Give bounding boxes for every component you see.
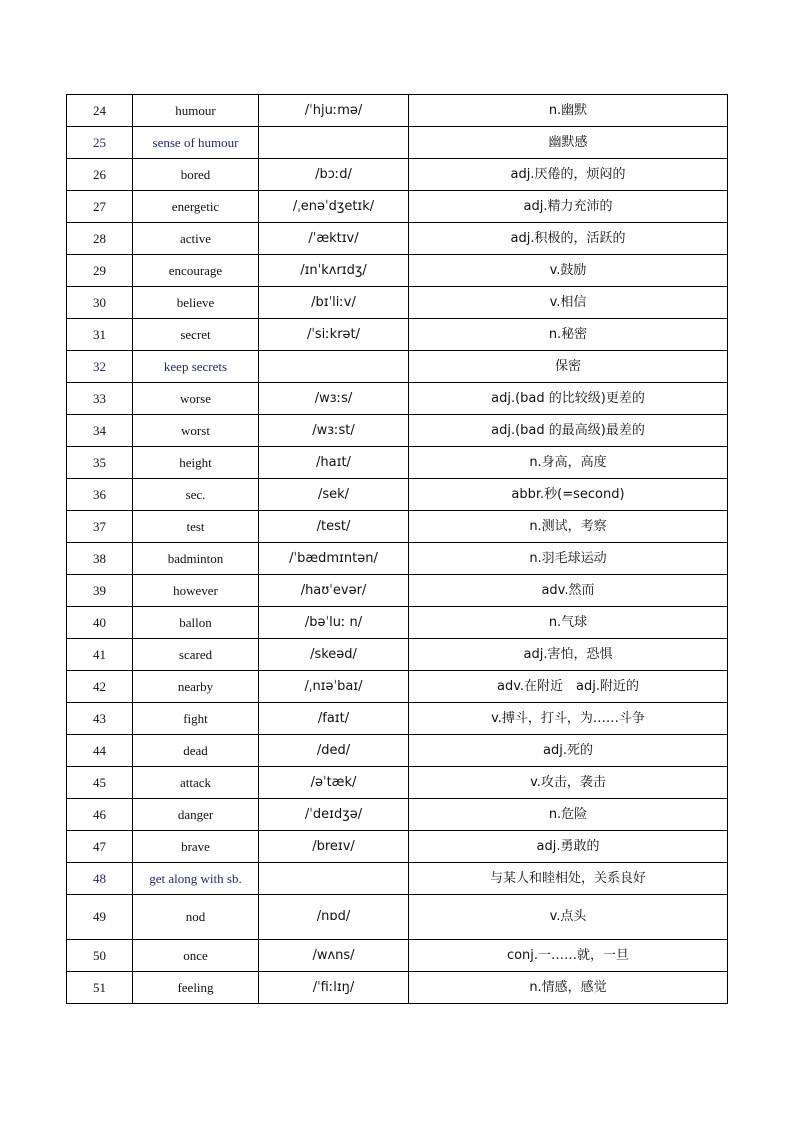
vocabulary-table-body [67, 95, 728, 1004]
entry-number: 40 [67, 607, 133, 639]
entry-meaning: v.相信 [409, 287, 728, 319]
entry-word: danger [133, 799, 259, 831]
entry-meaning: adj.厌倦的，烦闷的 [409, 159, 728, 191]
table-row [67, 895, 728, 940]
entry-word: sec. [133, 479, 259, 511]
entry-meaning: adv.在附近 adj.附近的 [409, 671, 728, 703]
entry-phonetic: /wʌns/ [259, 940, 409, 972]
entry-word: active [133, 223, 259, 255]
entry-meaning: 幽默感 [409, 127, 728, 159]
entry-number: 51 [67, 972, 133, 1004]
entry-word: test [133, 511, 259, 543]
entry-meaning: n.情感，感觉 [409, 972, 728, 1004]
entry-meaning: v.攻击，袭击 [409, 767, 728, 799]
entry-word: sense of humour [133, 127, 259, 159]
entry-phonetic: /nɒd/ [259, 895, 409, 940]
entry-word: scared [133, 639, 259, 671]
entry-word: once [133, 940, 259, 972]
entry-meaning: abbr.秒(=second) [409, 479, 728, 511]
entry-meaning: n.气球 [409, 607, 728, 639]
entry-number: 25 [67, 127, 133, 159]
table-row [67, 831, 728, 863]
entry-meaning: n.危险 [409, 799, 728, 831]
entry-number: 50 [67, 940, 133, 972]
entry-word: get along with sb. [133, 863, 259, 895]
entry-phonetic: /wɜːst/ [259, 415, 409, 447]
entry-number: 47 [67, 831, 133, 863]
entry-phonetic: /test/ [259, 511, 409, 543]
entry-number: 37 [67, 511, 133, 543]
entry-meaning: n.幽默 [409, 95, 728, 127]
entry-meaning: adj.精力充沛的 [409, 191, 728, 223]
entry-phonetic [259, 863, 409, 895]
table-row [67, 863, 728, 895]
table-row [67, 575, 728, 607]
entry-word: worse [133, 383, 259, 415]
table-row [67, 607, 728, 639]
entry-word: feeling [133, 972, 259, 1004]
table-row [67, 287, 728, 319]
table-row [67, 223, 728, 255]
table-row [67, 383, 728, 415]
table-row [67, 799, 728, 831]
entry-word: energetic [133, 191, 259, 223]
table-row [67, 543, 728, 575]
entry-word: nearby [133, 671, 259, 703]
vocabulary-table [66, 94, 728, 1004]
table-row [67, 447, 728, 479]
entry-number: 38 [67, 543, 133, 575]
table-row [67, 767, 728, 799]
table-row [67, 671, 728, 703]
entry-phonetic: /sek/ [259, 479, 409, 511]
entry-number: 35 [67, 447, 133, 479]
entry-word: bored [133, 159, 259, 191]
entry-phonetic: /breɪv/ [259, 831, 409, 863]
table-row [67, 972, 728, 1004]
entry-phonetic: /skeəd/ [259, 639, 409, 671]
entry-number: 26 [67, 159, 133, 191]
entry-meaning: adj.勇敢的 [409, 831, 728, 863]
entry-meaning: 与某人和睦相处，关系良好 [409, 863, 728, 895]
entry-word: secret [133, 319, 259, 351]
table-row [67, 703, 728, 735]
entry-phonetic: /wɜːs/ [259, 383, 409, 415]
entry-phonetic: /ˈdeɪdʒə/ [259, 799, 409, 831]
entry-phonetic: /haʊˈevər/ [259, 575, 409, 607]
table-row [67, 127, 728, 159]
entry-number: 48 [67, 863, 133, 895]
entry-word: keep secrets [133, 351, 259, 383]
entry-word: dead [133, 735, 259, 767]
entry-number: 24 [67, 95, 133, 127]
entry-word: believe [133, 287, 259, 319]
entry-phonetic: /haɪt/ [259, 447, 409, 479]
entry-number: 44 [67, 735, 133, 767]
entry-word: badminton [133, 543, 259, 575]
entry-number: 32 [67, 351, 133, 383]
entry-meaning: adv.然而 [409, 575, 728, 607]
entry-meaning: adj.积极的，活跃的 [409, 223, 728, 255]
entry-meaning: 保密 [409, 351, 728, 383]
entry-phonetic: /bɔːd/ [259, 159, 409, 191]
table-row [67, 191, 728, 223]
entry-phonetic: /ˌnɪəˈbaɪ/ [259, 671, 409, 703]
entry-word: fight [133, 703, 259, 735]
entry-phonetic: /əˈtæk/ [259, 767, 409, 799]
table-row [67, 255, 728, 287]
entry-word: nod [133, 895, 259, 940]
entry-meaning: v.搏斗，打斗，为……斗争 [409, 703, 728, 735]
entry-number: 31 [67, 319, 133, 351]
entry-phonetic: /ˈhjuːmə/ [259, 95, 409, 127]
entry-phonetic: /ˈæktɪv/ [259, 223, 409, 255]
entry-meaning: conj.一……就，一旦 [409, 940, 728, 972]
table-row [67, 940, 728, 972]
entry-meaning: n.羽毛球运动 [409, 543, 728, 575]
entry-word: worst [133, 415, 259, 447]
entry-word: humour [133, 95, 259, 127]
entry-number: 49 [67, 895, 133, 940]
entry-word: brave [133, 831, 259, 863]
entry-phonetic: /ˌenəˈdʒetɪk/ [259, 191, 409, 223]
entry-meaning: adj.害怕，恐惧 [409, 639, 728, 671]
entry-phonetic: /bəˈluː n/ [259, 607, 409, 639]
entry-phonetic: /ˈsiːkrət/ [259, 319, 409, 351]
entry-phonetic [259, 351, 409, 383]
entry-number: 33 [67, 383, 133, 415]
entry-word: ballon [133, 607, 259, 639]
entry-number: 46 [67, 799, 133, 831]
entry-phonetic: /faɪt/ [259, 703, 409, 735]
entry-number: 39 [67, 575, 133, 607]
table-row [67, 639, 728, 671]
entry-meaning: adj.(bad 的最高级)最差的 [409, 415, 728, 447]
entry-number: 42 [67, 671, 133, 703]
entry-number: 36 [67, 479, 133, 511]
entry-word: however [133, 575, 259, 607]
entry-number: 34 [67, 415, 133, 447]
entry-number: 45 [67, 767, 133, 799]
entry-meaning: v.点头 [409, 895, 728, 940]
entry-number: 29 [67, 255, 133, 287]
entry-meaning: adj.(bad 的比较级)更差的 [409, 383, 728, 415]
table-row [67, 319, 728, 351]
entry-phonetic: /ˈbædmɪntən/ [259, 543, 409, 575]
entry-meaning: n.秘密 [409, 319, 728, 351]
table-row [67, 479, 728, 511]
entry-number: 41 [67, 639, 133, 671]
entry-phonetic [259, 127, 409, 159]
entry-meaning: n.测试，考察 [409, 511, 728, 543]
entry-meaning: n.身高，高度 [409, 447, 728, 479]
entry-number: 30 [67, 287, 133, 319]
entry-word: attack [133, 767, 259, 799]
table-row [67, 735, 728, 767]
table-row [67, 511, 728, 543]
entry-word: encourage [133, 255, 259, 287]
table-row [67, 351, 728, 383]
entry-meaning: adj.死的 [409, 735, 728, 767]
entry-number: 27 [67, 191, 133, 223]
entry-phonetic: /ded/ [259, 735, 409, 767]
entry-number: 43 [67, 703, 133, 735]
entry-phonetic: /ɪnˈkʌrɪdʒ/ [259, 255, 409, 287]
entry-phonetic: /ˈfiːlɪŋ/ [259, 972, 409, 1004]
table-row [67, 95, 728, 127]
table-row [67, 159, 728, 191]
entry-word: height [133, 447, 259, 479]
entry-meaning: v.鼓励 [409, 255, 728, 287]
entry-number: 28 [67, 223, 133, 255]
entry-phonetic: /bɪˈliːv/ [259, 287, 409, 319]
table-row [67, 415, 728, 447]
